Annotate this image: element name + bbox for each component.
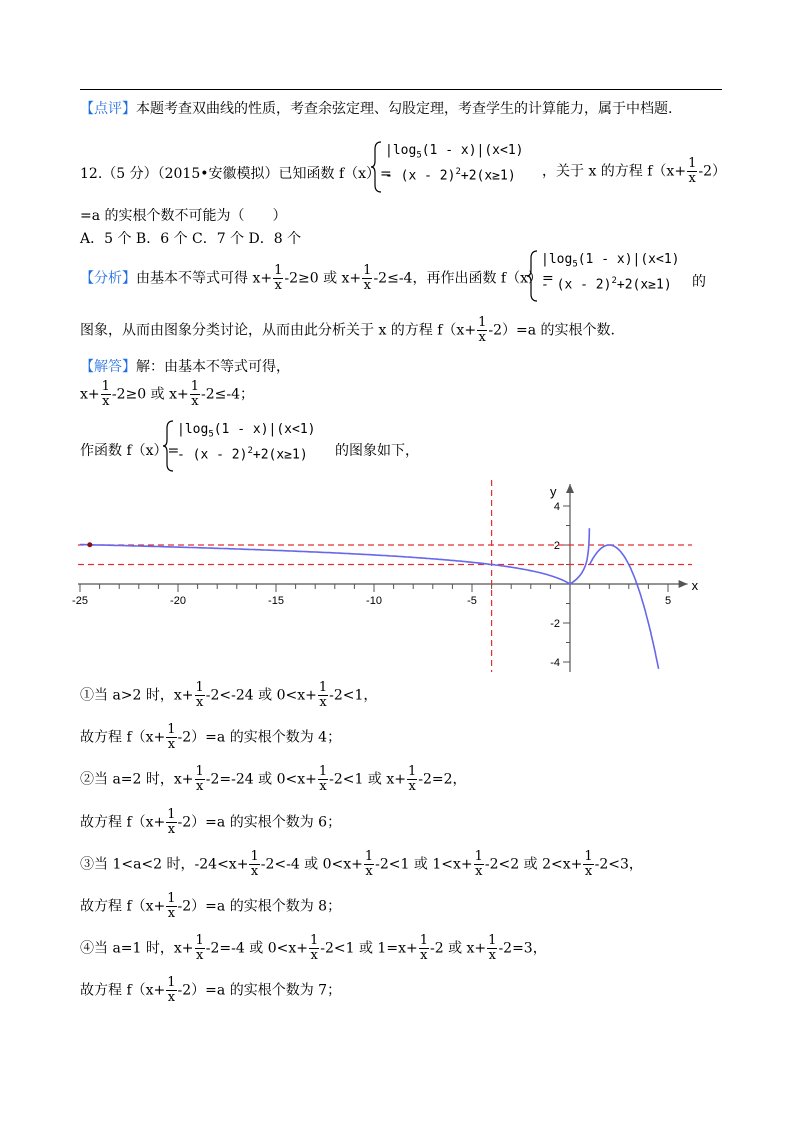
left-brace-icon <box>371 141 383 193</box>
review-text: 本题考查双曲线的性质，考查余弦定理、勾股定理，考查学生的计算能力，属于中档题. <box>136 101 673 117</box>
x-tick-label: -20 <box>170 595 186 607</box>
y-tick-label: 4 <box>553 501 560 513</box>
solution-line1: 【解答】解：由基本不等式可得， <box>80 359 290 375</box>
case-2: ②当 a=2 时，x+ $\frac{1}{x}$ -2=-24 或 0<x+ $\frac{1}{x}$ -2<1 或 x+ $\frac{1}{x}$ -2=2， <box>80 764 467 794</box>
case-4: ④当 a=1 时，x+ $\frac{1}{x}$ -2=-4 或 0<x+ $\frac{1}{x}$ -2<1 或 1=x+ $\frac{1}{x}$ -2 或 x+ $\frac{1}{x}$ -2=3， <box>80 933 547 963</box>
analysis-t4: 的 <box>692 274 706 290</box>
case-3: ③当 1<a<2 时，-24<x+ $\frac{1}{x}$ -2<-4 或 0<x+ $\frac{1}{x}$ -2<1 或 1<x+ $\frac{1}{x}$ -2<2 或 2<x+ $\frac{1}{x}$ -2<3， <box>80 849 643 879</box>
case-3-conclusion: 故方程 f（x+ $\frac{1}{x}$ -2）=a 的实根个数为 8； <box>80 891 342 921</box>
x-axis-arrow-icon <box>679 580 688 588</box>
review-tag: 【点评】 <box>80 101 136 117</box>
q12-line2: =a 的实根个数不可能为（ ） <box>80 208 287 224</box>
case-4-conclusion: 故方程 f（x+ $\frac{1}{x}$ -2）=a 的实根个数为 7； <box>80 975 342 1005</box>
q12-suffix: ，关于 x 的方程 f（x+ $\frac{1}{x}$ -2） <box>542 156 726 186</box>
solution-line2: x+ $\frac{1}{x}$ -2≥0 或 x+ $\frac{1}{x}$ -2≤-4； <box>80 379 255 409</box>
x-tick-label: -15 <box>268 595 284 607</box>
y-tick-label: -4 <box>550 657 560 669</box>
solution-line3a: 作函数 f（x）= <box>80 443 180 459</box>
case-1: ①当 a>2 时，x+ $\frac{1}{x}$ -2<-24 或 0<x+ $\frac{1}{x}$ -2<1， <box>80 680 378 710</box>
review-line <box>80 98 672 118</box>
curve-right <box>590 545 659 669</box>
q12-piecewise <box>371 141 541 193</box>
x-tick-label: -10 <box>366 595 382 607</box>
x-tick-label: 5 <box>664 595 672 607</box>
left-brace-icon <box>527 250 539 302</box>
x-tick-label: -25 <box>72 595 88 607</box>
y-tick-label: -2 <box>550 618 560 630</box>
x-axis-label: x <box>691 578 699 593</box>
y-axis-label: y <box>550 484 557 499</box>
analysis-line2: 图象，从而由图象分类讨论，从而由此分析关于 x 的方程 f（x+ $\frac{1}{x}$ -2）=a 的实根个数. <box>80 315 615 345</box>
function-graph <box>72 480 699 672</box>
q12-options: A．5 个 B．6 个 C．7 个 D．8 个 <box>80 231 302 247</box>
curve-middle <box>570 528 589 584</box>
case-1-conclusion: 故方程 f（x+ $\frac{1}{x}$ -2）=a 的实根个数为 4； <box>80 722 342 752</box>
start-point <box>87 542 92 547</box>
piece-row-1: $|\log_5(1 - x)|(x<1)$ <box>385 143 524 161</box>
y-tick-label: 2 <box>553 540 560 552</box>
case-2-conclusion: 故方程 f（x+ $\frac{1}{x}$ -2）=a 的实根个数为 6； <box>80 807 342 837</box>
x-tick-label: -5 <box>467 595 477 607</box>
analysis-piecewise: $|\log_5(1 - x)|(x<1)$ - (x - 2)$^2$+2(x≥1) <box>527 250 697 302</box>
top-rule <box>80 89 722 90</box>
solution-line3b: 的图象如下， <box>335 443 419 459</box>
analysis-line: 【分析】由基本不等式可得 x+ $\frac{1}{x}$ -2≥0 或 x+ $\frac{1}{x}$ -2≤-4，再作出函数 f（x）= <box>80 263 554 293</box>
y-axis-arrow-icon <box>566 484 574 493</box>
solution-piecewise: $|\log_5(1 - x)|(x<1)$ - (x - 2)$^2$+2(x≥1) <box>163 420 333 472</box>
piece-row-2: - (x - 2)$^2$+2(x≥1) <box>385 167 516 184</box>
q12-prefix: 12.（5 分）（2015•安徽模拟）已知函数 f（x）= <box>80 166 392 182</box>
left-brace-icon <box>163 420 175 472</box>
